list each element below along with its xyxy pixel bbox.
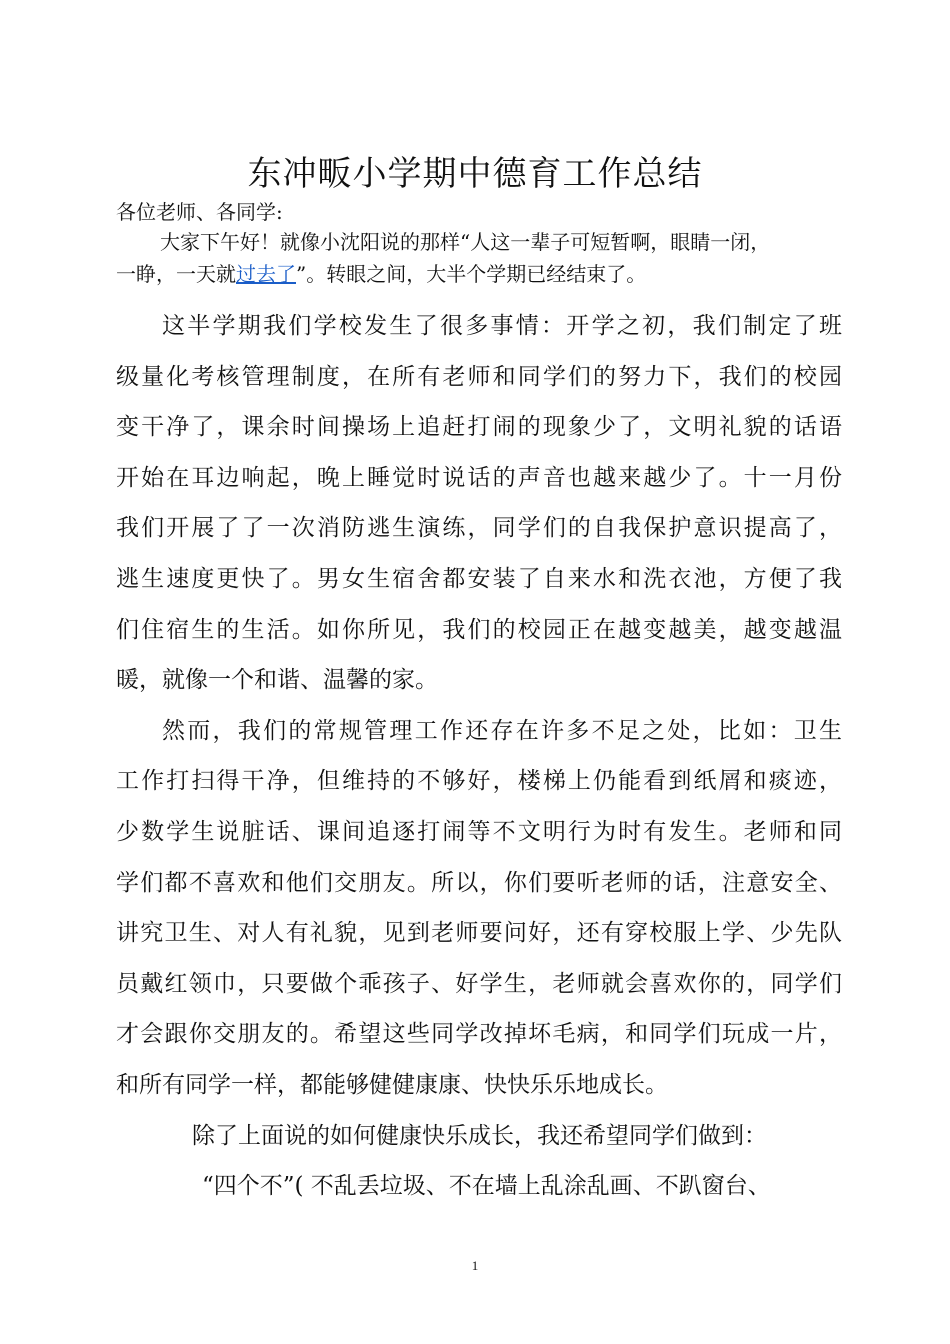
text-line: 开始在耳边响起，晚上睡觉时说话的声音也越来越少了。十一月份 [116, 464, 842, 491]
text-line: 讲究卫生、对人有礼貌，见到老师要问好，还有穿校服上学、少先队 [116, 920, 842, 947]
page-title: 东冲畈小学期中德育工作总结 [247, 154, 703, 194]
text-line: 工作打扫得干净，但维持的不够好，楼梯上仍能看到纸屑和痰迹， [116, 768, 842, 795]
text-line: 变干净了，课余时间操场上追赶打闹的现象少了，文明礼貌的话语 [116, 414, 842, 441]
text-line: 才会跟你交朋友的。希望这些同学改掉坏毛病，和同学们玩成一片， [116, 1021, 842, 1048]
text-line: “四个不”( 不乱丢垃圾、不在墙上乱涂乱画、不趴窗台、 [202, 1173, 771, 1200]
text-line: 员戴红领巾，只要做个乖孩子、好学生，老师就会喜欢你的，同学们 [116, 970, 842, 997]
text-line: 们住宿生的生活。如你所见，我们的校园正在越变越美，越变越温 [116, 616, 842, 643]
intro-line: 大家下午好！就像小沈阳说的那样“人这一辈子可短暂啊，眼睛一闭， [160, 230, 771, 254]
text-line: 学们都不喜欢和他们交朋友。所以，你们要听老师的话，注意安全、 [116, 869, 842, 896]
intro-paragraph [116, 226, 836, 290]
text-line: 我们开展了了一次消防逃生演练，同学们的自我保护意识提高了， [116, 515, 842, 542]
text-line: 少数学生说脏话、课间追逐打闹等不文明行为时有发生。老师和同 [116, 818, 842, 845]
text-line: 然而，我们的常规管理工作还存在许多不足之处，比如：卫生 [162, 717, 842, 744]
intro-text: 一睁，一天就 [116, 262, 236, 286]
text-line: 级量化考核管理制度，在所有老师和同学们的努力下，我们的校园 [116, 363, 842, 390]
text-line: 逃生速度更快了。男女生宿舍都安装了自来水和洗衣池，方便了我 [116, 565, 842, 592]
text-line: 暖，就像一个和谐、温馨的家。 [116, 667, 438, 694]
page-number: 1 [471, 1258, 479, 1273]
intro-text: ”。转眼之间，大半个学期已经结束了。 [296, 262, 647, 286]
text-line: 这半学期我们学校发生了很多事情：开学之初，我们制定了班 [162, 313, 842, 339]
intro-line [116, 258, 836, 290]
hyperlink[interactable]: 过去了 [236, 262, 296, 286]
body-text [116, 301, 842, 1212]
text-line: 和所有同学一样，都能够健健康康、快快乐乐地成长。 [116, 1071, 668, 1098]
text-line: 除了上面说的如何健康快乐成长，我还希望同学们做到： [192, 1122, 767, 1149]
salutation: 各位老师、各同学: [116, 200, 283, 224]
